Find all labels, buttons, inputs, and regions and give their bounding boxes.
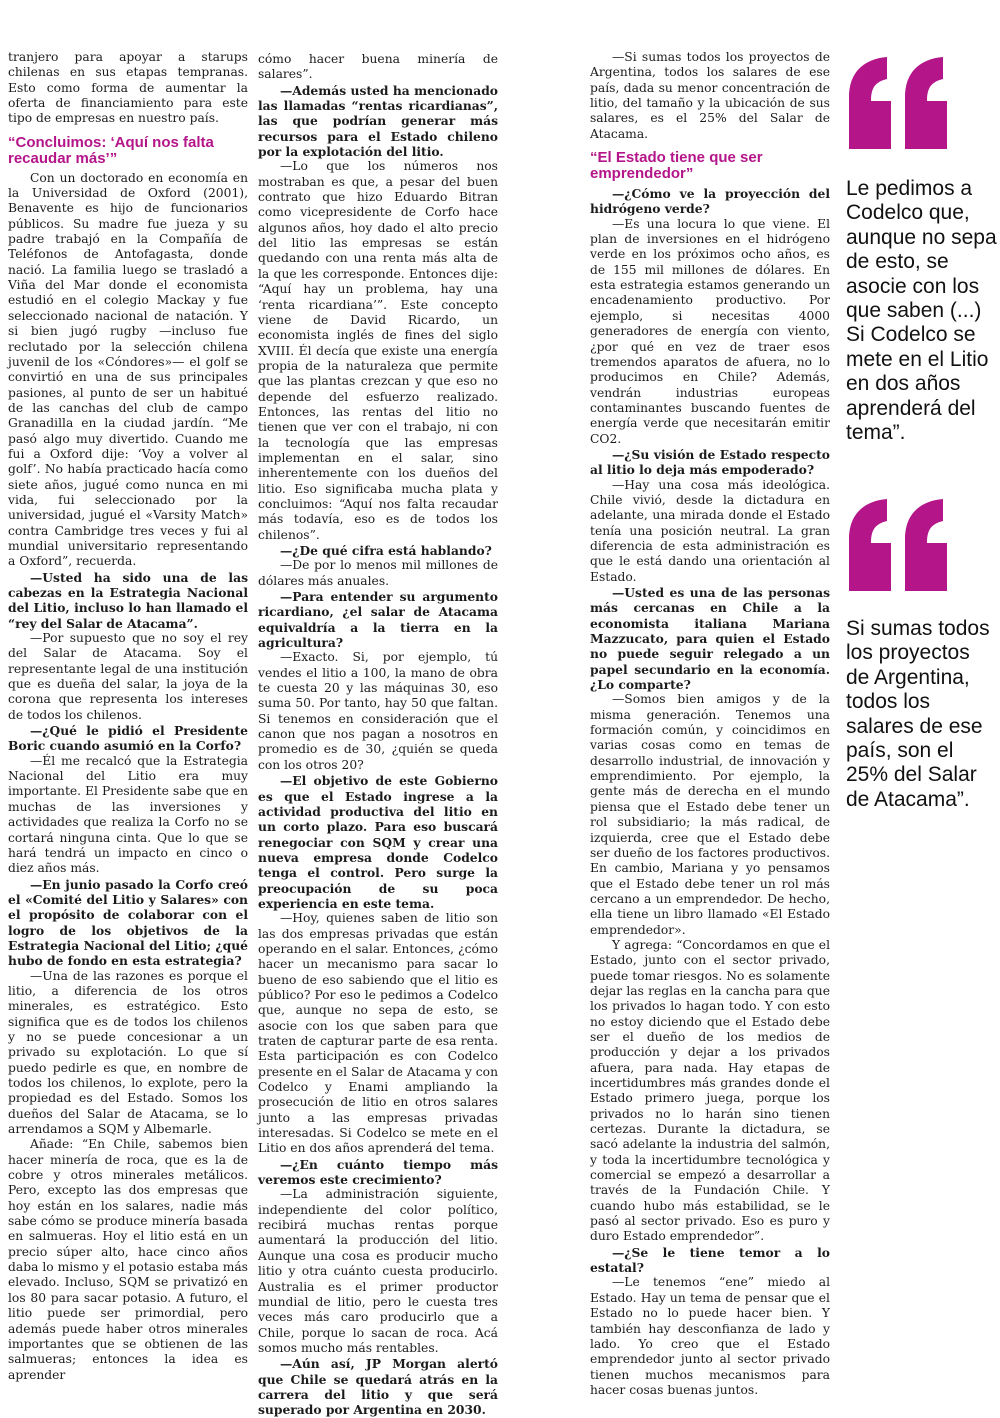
interview-question: —Usted es una de las personas más cercanas en Chile a la economista italiana Mariana Mazzucato, para quien el Estado no puede seguir relegado a un papel secundario en la economía. ¿Lo comparte?: [590, 585, 830, 693]
paragraph: tranjero para apoyar a starups chilenas en sus etapas tempranas. Esto como forma de aumentar la oferta de financiamiento para este tipo de empresas en nuestro país.: [8, 50, 248, 126]
interview-answer: —Le tenemos “ene” miedo al Estado. Hay un tema de pensar que el Estado no lo puede hacer bien. Y también hay desconfianza de lado y lado. Yo creo que el Estado emprendedor junto al sector privado tienen muchos mecanismos para hacer cosas buenas juntos.: [590, 1275, 830, 1397]
paragraph: Y agrega: “Concordamos en que el Estado, junto con el sector privado, puede tomar riesgos. No es solamente dejar las reglas en la cancha para que los privados lo hagan todo. Y con esto no estoy diciendo que el Estado debe ser el dueño de los medios de producción y dejar a los privados afuera, para nada. Hay etapas de incertidumbres más grandes donde el Estado primero juega, porque los privados no lo harán sino tienen certezas. Durante la dictadura, se sacó adelante la industria del salmón, y toda la incertidumbre tecnológica y comercial se empezó a desarrollar a través de la Fundación Chile. Y cuando hubo más estabilidad, se le pasó al sector privado. Eso es puro y duro Estado emprendedor”.: [590, 937, 830, 1244]
interview-answer: —Exacto. Si, por ejemplo, tú vendes el litio a 100, la mano de obra te cuesta 20 y las máquinas 30, eso suma 50. Por tanto, hay 50 que faltan. Si tenemos en consideración que el canon que nos pagan a nosotros en promedio es de 30, ¿quién se queda con los otros 20?: [258, 650, 498, 772]
article-column-2: [258, 52, 498, 1418]
interview-question: —En junio pasado la Corfo creó el «Comité del Litio y Salares» con el propósito de colaborar con el logro de los objetivos de la Estrategia Nacional del Litio; ¿qué hubo de fondo en esta estrategia?: [8, 876, 248, 969]
interview-answer: —La administración siguiente, independiente del color político, recibirá muchas rentas porque aumentará la producción del litio. Aunque una cosa es producir mucho litio y otra cuánto cuesta producirlo. Australia es el primer productor mundial de litio, pero le cuesta tres veces más caro producirlo que a Chile, porque lo sacan de roca. Acá somos mucho más rentables.: [258, 1187, 498, 1355]
interview-question: —¿De qué cifra está hablando?: [280, 543, 492, 558]
subheading: “Concluimos: ‘Aquí nos falta recaudar más’”: [8, 133, 214, 167]
interview-question: —¿Cómo ve la proyección del hidrógeno verde?: [590, 186, 830, 217]
interview-question: —¿Qué le pidió el Presidente Boric cuando asumió en la Corfo?: [8, 723, 248, 754]
interview-answer: —Lo que los números nos mostraban es que, a pesar del buen contrato que hizo Eduardo Bitran como vicepresidente de Corfo hace algunos años, hoy dado el alto precio del litio las empresas se están quedando con una renta más alta de la que les corresponde. Entonces dije: “Aquí hay un problema, hay una ‘renta ricardiana’”. Este concepto viene de David Ricardo, un economista inglés de fines del siglo XVIII. Él decía que existe una energía propia de la naturaleza que permite que las plantas crezcan y que eso no depende del esfuerzo realizado. Entonces, las rentas del litio no tienen que ver con el trabajo, ni con la tecnología que las empresas implementan en el salar, sino inherentemente con los dueños del litio. Eso significaba mucha plata y concluimos: “Aquí nos falta recaudar más todavía, eso es de todos los chilenos”.: [258, 159, 498, 542]
interview-answer: —Por supuesto que no soy el rey del Salar de Atacama. Soy el representante legal de una institución que es dueña del salar, la joya de la corona que representa los intereses de todos los chilenos.: [8, 631, 248, 722]
interview-answer: —Hay una cosa más ideológica. Chile vivió, desde la dictadura en adelante, una mirada donde el Estado tenía una posición neutral. La gran diferencia de esta administración es que le está dando una orientación al Estado.: [590, 477, 830, 584]
interview-question: —Además usted ha mencionado las llamadas “rentas ricardianas”, las que podrían generar más recursos para el Estado chileno por la explotación del litio.: [258, 82, 498, 160]
article-column-1: [8, 50, 248, 1383]
interview-question: —Para entender su argumento ricardiano, ¿el salar de Atacama equivaldría a la tierra en la agricultura?: [258, 589, 498, 651]
interview-question: —¿En cuánto tiempo más veremos este crecimiento?: [258, 1156, 498, 1188]
interview-question: —¿Se le tiene temor a lo estatal?: [590, 1244, 830, 1276]
paragraph: Con un doctorado en economía en la Universidad de Oxford (2001), Benavente es hijo de funcionarios públicos. Su madre fue jueza y su padre trabajó en la Compañía de Teléfonos de Antofagasta, donde nació. La familia luego se trasladó a Viña del Mar donde el economista estudió en el colegio Mackay y fue seleccionado nacional de natación. Y si bien jugó rugby —incluso fue reclutado por la selección chilena juvenil de los «Cóndores»— el golf se convirtió en una de sus principales pasiones, al punto de ser un habitué de las canchas del club de campo Granadilla en la ciudad jardín. “Me pasó algo muy divertido. Cuando me fui a Oxford dije: ‘Voy a volver al golf’. No había practicado hacía como siete años, jugué como nunca en mi vida, fui seleccionado por la universidad, jugué el «Varsity Match» contra Cambridge tres veces y fui al mundial universitario representando a Oxford”, recuerda.: [8, 170, 248, 569]
interview-answer: —Una de las razones es porque el litio, a diferencia de los otros minerales, es estratégico. Esto significa que es de todos los chilenos y no se puede concesionar a un privado su explotación. Lo que sí puedo pedirle es que, en nombre de todos los chilenos, lo explote, pero la propiedad es del Estado. Somos los dueños del Salar de Atacama, se lo arrendamos a SQM y Albemarle.: [8, 968, 248, 1137]
article-column-3: [590, 50, 830, 1398]
interview-question: —Aún así, JP Morgan alertó que Chile se quedará atrás en la carrera del litio y que será superado por Argentina en 2030.: [258, 1356, 498, 1418]
interview-question: —Usted ha sido una de las cabezas en la Estrategia Nacional del Litio, incluso lo han llamado el “rey del Salar de Atacama”.: [8, 569, 248, 631]
paragraph: Añade: “En Chile, sabemos bien hacer minería de roca, que es la de cobre y otros minerales metálicos. Pero, excepto las dos empresas que hoy están en los salares, nadie más sabe cómo se produce minería basada en salmueras. Hoy el litio está en un precio súper alto, hace cinco años daba lo mismo y el potasio estaba más elevado. Incluso, SQM se privatizó en los 80 para sacar potasio. A futuro, el litio puede ser primordial, pero además puede haber otros minerales importantes que se obtienen de las salmueras; entonces la idea es aprender: [8, 1137, 248, 1382]
subheading: “El Estado tiene que ser emprendedor”: [590, 149, 763, 183]
quote-mark-icon: [845, 55, 955, 145]
interview-answer: —Hoy, quienes saben de litio son las dos empresas privadas que están operando en el salar. Entonces, ¿cómo hacer un mecanismo para sacar lo bueno de eso sabiendo que el litio es público? Por eso le pedimos a Codelco que, aunque no sepa de esto, se asocie con los que saben para que traten de capturar parte de esa renta. Esta participación es con Codelco presente en el Salar de Atacama y con Codelco y Enami ampliando la prosecución de litio en otros salares junto a las empresas privadas interesadas. Si Codelco se mete en el Litio en dos años aprenderá del tema.: [258, 911, 498, 1156]
pull-quote: Le pedimos a Codelco que, aunque no sepa de esto, se asocie con los que saben (...) Si Codelco se mete en el Litio en dos años aprenderá del tema”.: [846, 177, 997, 445]
interview-question: —¿Su visión de Estado respecto al litio lo deja más empoderado?: [590, 446, 830, 478]
interview-answer: —Es una locura lo que viene. El plan de inversiones en el hidrógeno verde en los próximos ocho años, es de 155 mil millones de dólares. En esta estrategia estamos generando un encadenamiento productivo. Por ejemplo, si necesitas 4000 generadores de energía con viento, ¿por qué en vez de traer esos tremendos aparatos de afuera, no lo producimos en Chile? Además, vendrán industrias europeas contaminantes buscando fuentes de energía verde que necesitarán emitir CO2.: [590, 216, 830, 446]
paragraph: cómo hacer buena minería de salares”.: [258, 52, 498, 82]
interview-answer: —Somos bien amigos y de la misma generación. Tenemos una formación común, y coincidimos en varias cosas como en temas de desarrollo industrial, de innovación y emprendimiento. Por ejemplo, la gente más de derecha en el mundo piensa que el Estado debe tener un rol subsidiario; la más radical, de izquierda, cree que el Estado debe ser dueño de los factores productivos. En cambio, Mariana y yo pensamos que el Estado debe tener un rol más cercano a un emprendedor. De hecho, ella tiene un libro llamado «El Estado emprendedor».: [590, 692, 830, 937]
quote-mark-icon: [845, 497, 955, 587]
interview-answer: —De por lo menos mil millones de dólares más anuales.: [258, 558, 498, 588]
pull-quote: Si sumas todos los proyectos de Argentina, todos los salares de ese país, son el 25% del Salar de Atacama”.: [846, 617, 990, 811]
interview-question: —El objetivo de este Gobierno es que el Estado ingrese a la actividad productiva del litio en un corto plazo. Para eso buscará renegociar con SQM y crear una nueva empresa donde Codelco tenga el control. Pero surge la preocupación de su poca experiencia en este tema.: [258, 773, 498, 911]
interview-answer: —Él me recalcó que la Estrategia Nacional del Litio era muy importante. El Presidente sabe que en muchas de las inversiones y actividades que realiza la Corfo no se cortará ninguna cinta. Que lo que se hará tendrá un impacto en cinco o diez años más.: [8, 753, 248, 876]
interview-answer: —Si sumas todos los proyectos de Argentina, todos los salares de ese país, dada su menor concentración de litio, del tamaño y la ubicación de sus salares, es el 25% del Salar de Atacama.: [590, 50, 830, 141]
